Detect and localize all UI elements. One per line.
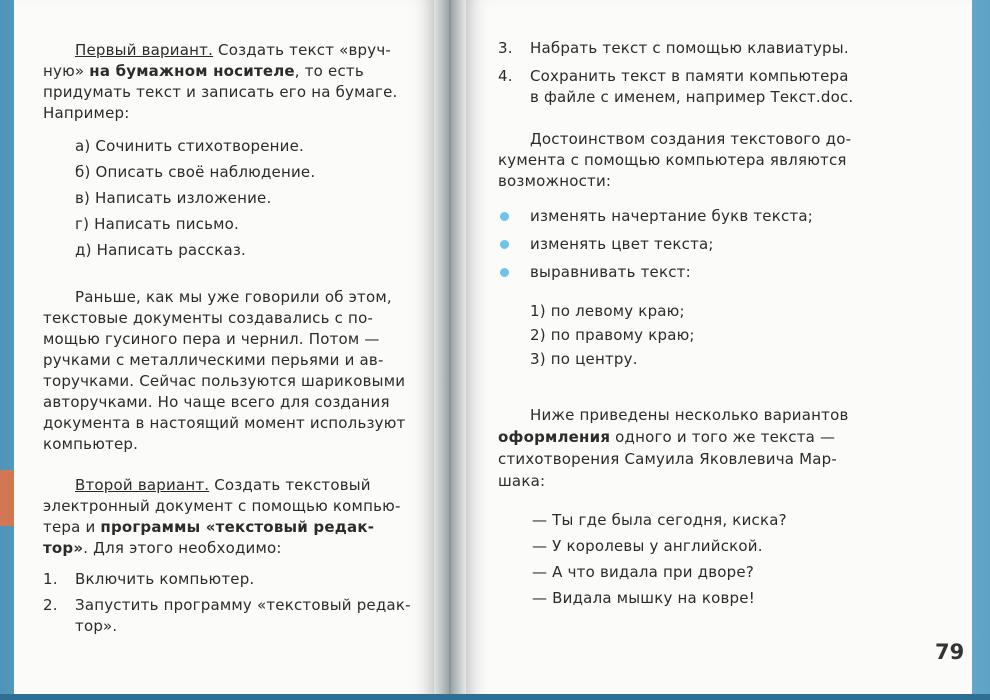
- history-paragraph-line: авторучками. Но чаще всего для создания: [43, 393, 390, 411]
- example-item: д) Написать рассказ.: [75, 241, 247, 259]
- variant1-l2-post: , то есть: [294, 62, 364, 80]
- example-item: в) Написать изложение.: [75, 189, 272, 207]
- history-paragraph-line: ручками с металлическими перьями и ав-: [43, 351, 384, 369]
- bullet-item: изменять начертание букв текста;: [530, 207, 813, 225]
- page-number: 79: [935, 640, 965, 664]
- step-text-cont: тор».: [75, 617, 118, 635]
- intro-line: стихотворения Самуила Яковлевича Мар-: [498, 450, 837, 468]
- alignment-item: 2) по правому краю;: [530, 326, 695, 344]
- example-item: б) Описать своё наблюдение.: [75, 163, 316, 181]
- intro-line: Ниже приведены несколько вариантов: [530, 406, 849, 424]
- bottom-edge: [0, 694, 990, 700]
- variant2-line1: [75, 475, 371, 496]
- step-text: Включить компьютер.: [75, 570, 255, 588]
- alignment-item: 3) по центру.: [530, 350, 638, 368]
- intro-line: шака:: [498, 472, 546, 490]
- step-text: Набрать текст с помощью клавиатуры.: [530, 39, 849, 57]
- example-item: г) Написать письмо.: [75, 215, 240, 233]
- history-paragraph-line: Раньше, как мы уже говорили об этом,: [75, 288, 392, 306]
- history-paragraph-line: документа в настоящий момент используют: [43, 414, 406, 432]
- intro-line: [498, 427, 835, 448]
- bullet-item: выравнивать текст:: [530, 263, 691, 281]
- step-text: Запустить программу «текстовый редак-: [75, 596, 411, 614]
- variant2-l4-post: . Для этого необходимо:: [83, 539, 282, 557]
- variant1-label: Первый вариант.: [75, 41, 214, 59]
- book-spine-gutter: [434, 0, 466, 700]
- variant2-l1-rest: Создать текстовый: [209, 476, 371, 494]
- variant2-l3-pre: тера и: [43, 518, 101, 536]
- step-number: 4.: [498, 67, 513, 85]
- alignment-item: 1) по левому краю;: [530, 302, 685, 320]
- variant1-l2-pre: ную»: [43, 62, 90, 80]
- step-text: Сохранить текст в памяти компьютера: [530, 67, 849, 85]
- poem-line: — Видала мышку на ковре!: [532, 589, 755, 607]
- history-paragraph-line: торучками. Сейчас пользуются шариковыми: [43, 372, 406, 390]
- text-editor-bold-cont: тор»: [43, 539, 84, 557]
- history-paragraph-line: мощью гусиного пера и чернил. Потом —: [43, 330, 380, 348]
- variant2-line2: электронный документ с помощью компью-: [43, 497, 401, 515]
- advantages-line: Достоинством создания текстового до-: [530, 130, 852, 148]
- variant2-line3: [43, 517, 374, 538]
- variant1-l1-rest: Создать текст «вруч-: [213, 41, 392, 59]
- step-text-cont: в файле с именем, например Текст.doc.: [530, 88, 854, 106]
- advantages-line: кумента с помощью компьютера являются: [498, 151, 847, 169]
- bullet-dot-icon: [500, 212, 509, 221]
- poem-line: — У королевы у английской.: [532, 537, 763, 555]
- variant1-line1: [75, 40, 391, 61]
- history-paragraph-line: текстовые документы создавались с по-: [43, 309, 374, 327]
- history-paragraph-line: компьютер.: [43, 435, 139, 453]
- text-editor-bold: программы «текстовый редак-: [100, 518, 375, 536]
- bullet-dot-icon: [500, 240, 509, 249]
- step-number: 2.: [43, 596, 58, 614]
- example-item: а) Сочинить стихотворение.: [75, 137, 305, 155]
- advantages-line: возможности:: [498, 172, 612, 190]
- variant1-line2: [43, 61, 364, 82]
- paper-medium-bold: на бумажном носителе: [89, 62, 295, 80]
- poem-line: — А что видала при дворе?: [532, 563, 754, 581]
- bullet-item: изменять цвет текста;: [530, 235, 714, 253]
- variant2-label: Второй вариант.: [75, 476, 210, 494]
- variant1-line4: Например:: [43, 104, 130, 122]
- variant2-line4: [43, 538, 282, 559]
- intro-l2-post: одного и того же текста —: [610, 428, 836, 446]
- poem-line: — Ты где была сегодня, киска?: [532, 511, 787, 529]
- bullet-dot-icon: [500, 268, 509, 277]
- step-number: 1.: [43, 570, 58, 588]
- step-number: 3.: [498, 39, 513, 57]
- formatting-bold: оформления: [498, 428, 611, 446]
- variant1-line3: придумать текст и записать его на бумаге.: [43, 83, 398, 101]
